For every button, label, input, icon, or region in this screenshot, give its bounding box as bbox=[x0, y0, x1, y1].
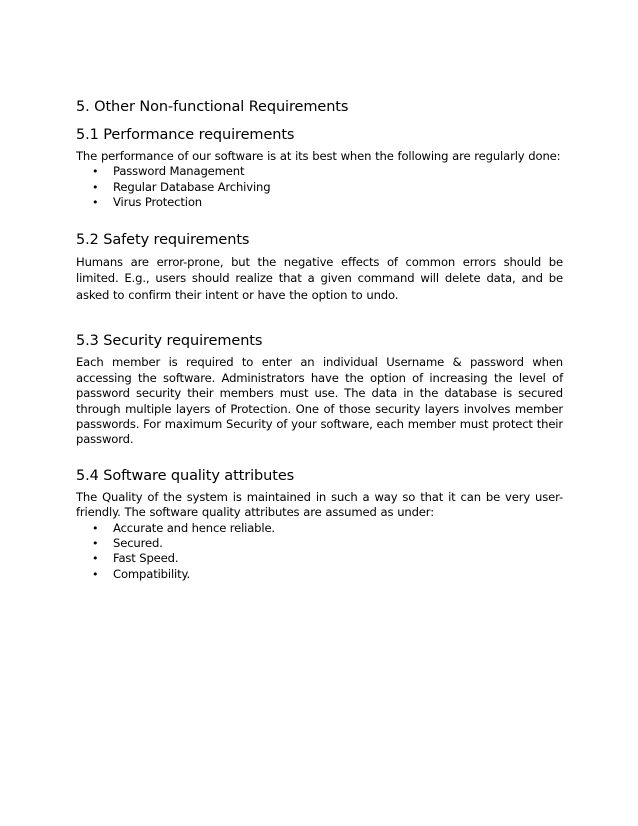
list-item-text: Accurate and hence reliable. bbox=[113, 520, 275, 535]
section-5-4-list bbox=[76, 521, 563, 583]
list-item bbox=[76, 521, 563, 536]
list-item-text: Fast Speed. bbox=[113, 551, 179, 566]
section-5-1 bbox=[76, 126, 563, 211]
section-5-2-paragraph: Humans are error-prone, but the negative effects of common errors should be limited. E.g., users should realize that a given command will delete data, and be asked to confirm their intent or have the option to undo. bbox=[76, 254, 563, 302]
list-item bbox=[76, 551, 563, 566]
list-item bbox=[76, 164, 563, 179]
list-item-text: Virus Protection bbox=[113, 195, 202, 210]
section-5-3-paragraph: Each member is required to enter an individual Username & password when accessing the software. Administrators have the option of increasing the level of password security their members must use. The data in the database is secured through multiple layers of Protection. One of those security layers involves member passwords. For maximum Security of your software, each member must protect their password. bbox=[76, 355, 563, 447]
section-5-2 bbox=[76, 231, 563, 304]
bullet-icon: • bbox=[92, 567, 99, 581]
list-item bbox=[76, 180, 563, 195]
section-5-1-heading: 5.1 Performance requirements bbox=[76, 127, 295, 143]
document-content bbox=[76, 98, 563, 582]
section-5-1-intro: The performance of our software is at its best when the following are regularly done: bbox=[76, 149, 561, 163]
section-5-4-intro: The Quality of the system is maintained in such a way so that it can be very user-friendly. The software quality attributes are assumed as under: bbox=[76, 489, 563, 520]
list-item bbox=[76, 567, 563, 582]
bullet-icon: • bbox=[92, 165, 99, 179]
section-5-3-heading: 5.3 Security requirements bbox=[76, 333, 263, 350]
bullet-icon: • bbox=[92, 521, 99, 535]
bullet-icon: • bbox=[92, 196, 99, 210]
list-item bbox=[76, 195, 563, 210]
section-5-1-list bbox=[76, 164, 563, 210]
list-item-text: Compatibility. bbox=[113, 566, 191, 581]
bullet-icon: • bbox=[92, 537, 99, 551]
section-5-4-heading: 5.4 Software quality attributes bbox=[76, 467, 295, 484]
section-5-3 bbox=[76, 332, 563, 447]
list-item-text: Secured. bbox=[113, 536, 163, 551]
section-5-4 bbox=[76, 467, 563, 582]
list-item-text: Password Management bbox=[113, 164, 245, 179]
bullet-icon: • bbox=[92, 180, 99, 194]
section-5-2-heading: 5.2 Safety requirements bbox=[76, 231, 250, 248]
list-item bbox=[76, 536, 563, 551]
list-item-text: Regular Database Archiving bbox=[113, 179, 271, 194]
section-5-heading: 5. Other Non-functional Requirements bbox=[76, 99, 349, 115]
bullet-icon: • bbox=[92, 552, 99, 566]
